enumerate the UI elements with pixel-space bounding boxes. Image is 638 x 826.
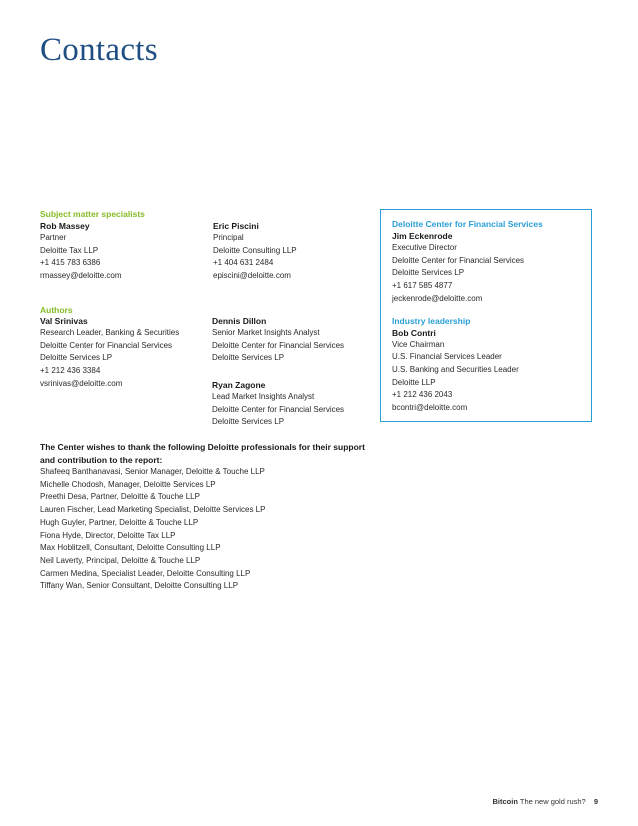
contact-ryan-zagone [212, 379, 344, 429]
contact-line: Deloitte Services LP [40, 353, 113, 363]
contact-name: Bob Contri [392, 327, 436, 338]
thanks-line: Carmen Medina, Specialist Leader, Deloitte Consulting LLP [40, 568, 251, 578]
thanks-heading: The Center wishes to thank the following Deloitte professionals for their support and contribution to the report: [40, 442, 365, 465]
contact-line: Senior Market Insights Analyst [212, 328, 320, 337]
contact-line: Deloitte LLP [392, 377, 436, 387]
contact-line: Deloitte Center for Financial Services [40, 340, 173, 350]
contact-name: Jim Eckenrode [392, 231, 453, 241]
page-title: Contacts [40, 32, 158, 68]
contact-val-srinivas [40, 315, 179, 391]
contact-line: Partner [40, 233, 67, 242]
contact-line: Deloitte Services LP [212, 417, 285, 427]
contact-name: Ryan Zagone [212, 380, 266, 390]
contact-line: Executive Director [392, 243, 457, 252]
contact-line: Principal [213, 233, 244, 242]
acknowledgements [40, 441, 370, 593]
contact-line: Research Leader, Banking & Securities [40, 328, 180, 337]
contact-eric-piscini [213, 220, 297, 283]
contact-phone: +1 617 585 4877 [392, 281, 453, 291]
contact-line: Vice Chairman [392, 339, 445, 349]
contact-line: Deloitte Tax LLP [40, 245, 99, 255]
contact-line: Deloitte Center for Financial Services [392, 255, 525, 265]
dcfs-heading: Deloitte Center for Financial Services [392, 219, 543, 229]
thanks-line: Shafeeq Banthanavasi, Senior Manager, Deloitte & Touche LLP [40, 467, 265, 476]
contact-name: Dennis Dillon [212, 316, 267, 326]
contact-phone: +1 404 631 2484 [213, 258, 274, 268]
contact-email: vsrinivas@deloitte.com [40, 378, 123, 388]
contact-line: Deloitte Center for Financial Services [212, 404, 345, 414]
thanks-line: Hugh Guyler, Partner, Deloitte & Touche LLP [40, 517, 199, 527]
contact-email: jeckenrode@deloitte.com [392, 293, 483, 303]
footer-publication: Bitcoin [492, 797, 518, 806]
leadership-box [380, 209, 592, 422]
thanks-line: Neil Laverty, Principal, Deloitte & Touche LLP [40, 555, 201, 565]
contact-line: Deloitte Services LP [212, 353, 285, 363]
contact-rob-massey [40, 220, 121, 283]
thanks-line: Michelle Chodosh, Manager, Deloitte Services LP [40, 479, 216, 489]
sme-heading: Subject matter specialists [40, 209, 145, 219]
contact-phone: +1 415 783 6386 [40, 258, 101, 268]
thanks-line: Max Hoblitzell, Consultant, Deloitte Consulting LLP [40, 543, 221, 553]
contact-name: Val Srinivas [40, 316, 88, 326]
contact-phone: +1 212 436 3384 [40, 366, 101, 376]
contact-line: U.S. Banking and Securities Leader [392, 364, 519, 374]
contact-email: episcini@deloitte.com [213, 271, 291, 281]
thanks-line: Lauren Fischer, Lead Marketing Specialist, Deloitte Services LP [40, 505, 266, 515]
page-footer [492, 797, 598, 806]
contact-dennis-dillon [212, 315, 344, 365]
contact-name: Rob Massey [40, 221, 90, 231]
contact-line: Lead Market Insights Analyst [212, 392, 315, 401]
contact-phone: +1 212 436 2043 [392, 390, 453, 400]
contact-line: Deloitte Consulting LLP [213, 245, 297, 255]
contact-email: rmassey@deloitte.com [40, 271, 122, 281]
footer-subtitle: The new gold rush? [519, 797, 586, 806]
contact-email: bcontri@deloitte.com [392, 403, 468, 413]
contact-line: Deloitte Services LP [392, 268, 465, 278]
contact-name: Eric Piscini [213, 221, 259, 231]
page-number: 9 [593, 797, 598, 806]
authors-heading: Authors [40, 305, 73, 315]
contact-line: U.S. Financial Services Leader [392, 352, 502, 362]
thanks-line: Preethi Desa, Partner, Deloitte & Touche LLP [40, 492, 200, 502]
contact-line: Deloitte Center for Financial Services [212, 340, 345, 350]
thanks-line: Tiffany Wan, Senior Consultant, Deloitte Consulting LLP [40, 581, 239, 591]
thanks-line: Fiona Hyde, Director, Deloitte Tax LLP [40, 530, 176, 540]
industry-heading: Industry leadership [392, 315, 471, 326]
